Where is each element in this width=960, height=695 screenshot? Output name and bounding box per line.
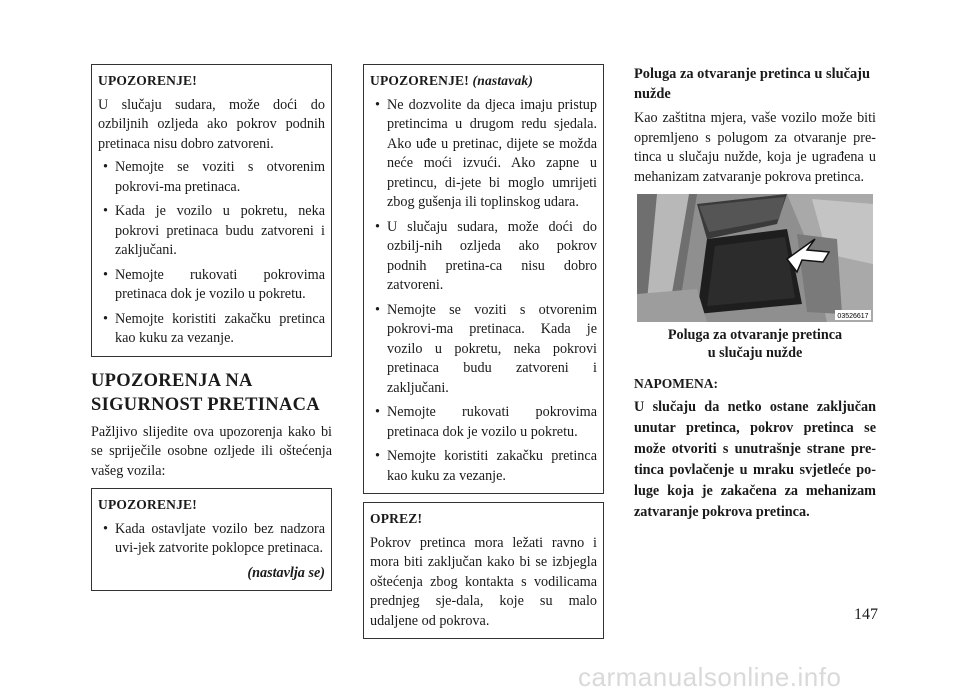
figure-code: 03526617 bbox=[837, 313, 869, 320]
warning-box-continued bbox=[363, 64, 604, 494]
warning-box-1 bbox=[91, 64, 332, 357]
page-number: 147 bbox=[854, 606, 878, 623]
warning-intro: U slučaju sudara, može doći do ozbiljnih ozljeda ako pokrov podnih pretinaca nisu dobro zatvoreni. bbox=[98, 96, 325, 152]
warning-bullets bbox=[370, 96, 597, 487]
bullet-item: • Kada je vozilo u pokretu, neka pokrovi pretinaca budu zatvoreni i zaključani. bbox=[98, 202, 325, 261]
figure-caption bbox=[634, 326, 876, 362]
warning-heading: UPOZORENJE! bbox=[98, 497, 197, 512]
bullet-item: • Nemojte rukovati pokrovima pretinaca dok je vozilo u pokretu. bbox=[98, 266, 325, 305]
bullet-item: • Nemojte koristiti zakačku pretinca kao kuku za vezanje. bbox=[370, 447, 597, 486]
column-left bbox=[91, 64, 332, 591]
section-title bbox=[91, 369, 332, 417]
warning-bullets bbox=[98, 520, 325, 559]
subheading: Poluga za otvaranje pretinca u slučaju nužde bbox=[634, 66, 870, 102]
bullet-item: • Kada ostavljate vozilo bez nadzora uvi-jek zatvorite poklopce pretinaca. bbox=[98, 520, 325, 559]
continued-label: (nastavlja se) bbox=[247, 564, 325, 581]
column-middle bbox=[363, 64, 604, 639]
watermark: carmanualsonline.info bbox=[578, 662, 842, 692]
bullet-item: • Nemojte se voziti s otvorenim pokrovi-ma pretinaca. Kada je vozilo u pokretu, neka pokrovi pretinaca budu zatvoreni i zaključani. bbox=[370, 301, 597, 399]
note-text: U slučaju da netko ostane zaključan unutar pretinca, pokrov pretinca se može otvoriti s unutrašnje strane pre-tinca povlačenje u mraku svjetleće po-luge koja je zakačena za mehanizam zatvaranje pokrova pretinca. bbox=[634, 399, 876, 520]
warning-box-2 bbox=[91, 488, 332, 591]
warning-bullets bbox=[98, 158, 325, 349]
caption-line-1: Poluga za otvaranje pretinca bbox=[667, 327, 843, 343]
caution-text: Pokrov pretinca mora ležati ravno i mora biti zaključan kako bi se izbjegla oštećenja zbog kontakta s vodilicama prednjeg sje-dala, koje su malo udaljene od pokrova. bbox=[370, 534, 597, 629]
bullet-item: • Nemojte koristiti zakačku pretinca kao kuku za vezanje. bbox=[98, 310, 325, 349]
section-title-line-1: UPOZORENJA NA bbox=[91, 370, 253, 391]
body-text: Kao zaštitna mjera, vaše vozilo može biti opremljeno s polugom za otvaranje pre-tinca u slučaju nužde, koja je ugrađena u mehanizam zatvaranje pokrova pretinca. bbox=[634, 110, 876, 185]
bullet-item: • U slučaju sudara, može doći do ozbilj-nih ozljeda ako pokrov podnih pretina-ca nisu dobro zatvoreni. bbox=[370, 218, 597, 296]
note-heading: NAPOMENA: bbox=[634, 376, 718, 391]
warning-heading: UPOZORENJE! bbox=[98, 73, 197, 88]
bin-release-lever-photo bbox=[637, 194, 873, 322]
column-right bbox=[634, 64, 876, 523]
bullet-item: • Nemojte se voziti s otvorenim pokrovi-ma pretinaca. bbox=[98, 158, 325, 197]
section-text: Pažljivo slijedite ova upozorenja kako bi se spriječile osobne ozljede ili oštećenja vašeg vozila: bbox=[91, 423, 332, 479]
bullet-item: • Ne dozvolite da djeca imaju pristup pretincima u drugom redu sjedala. Ako uđe u pretinac, dijete se možda neće moći izvući. Ako zapne u pretincu, di-jete bi moglo umrijeti zbog gušenja ili toplinskog udara. bbox=[370, 96, 597, 213]
warning-heading bbox=[370, 71, 597, 91]
section-title-line-2: SIGURNOST PRETINACA bbox=[91, 394, 320, 415]
warning-heading-text: UPOZORENJE! bbox=[370, 73, 469, 88]
caution-box bbox=[363, 502, 604, 639]
warning-heading-cont: (nastavak) bbox=[472, 73, 534, 88]
caption-line-2: u slučaju nužde bbox=[707, 345, 803, 361]
caution-heading: OPREZ! bbox=[370, 511, 423, 526]
bullet-item: • Nemojte rukovati pokrovima pretinaca dok je vozilo u pokretu. bbox=[370, 403, 597, 442]
